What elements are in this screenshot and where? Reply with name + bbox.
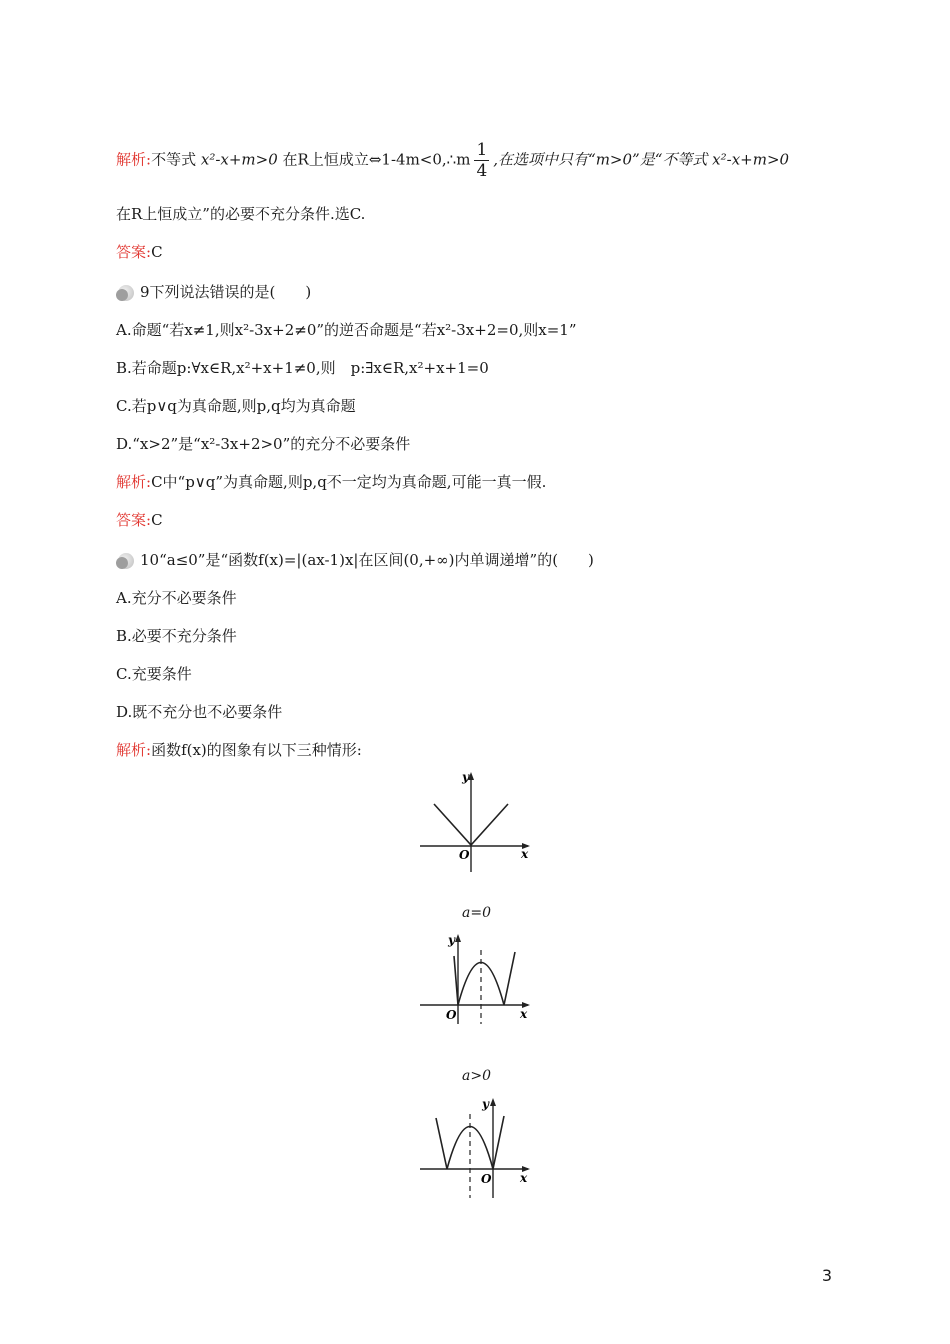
question-9-option-d: D.“x>2”是“x²-3x+2>0”的充分不必要条件 <box>116 435 411 453</box>
question-10-title: 10“a≤0”是“函数f(x)=|(ax-1)x|在区间(0,+∞)内单调递增”的( ) <box>116 550 594 571</box>
question-9-title: 9下列说法错误的是( ) <box>116 282 311 303</box>
answer-line-1 <box>116 242 163 262</box>
origin-label: O <box>481 1172 492 1186</box>
y-label: y <box>482 1097 489 1111</box>
question-9-solution: 解析:C中“p∨q”为真命题,则p,q不一定均为真命题,可能一真一假. <box>116 473 547 491</box>
solution-line-2: 在R上恒成立”的必要不充分条件.选C. <box>116 205 366 223</box>
w-curve <box>454 952 515 1005</box>
origin-label: O <box>459 848 470 862</box>
question-9-option-b: B.若命题p:∀x∈R,x²+x+1≠0,则 p:∃x∈R,x²+x+1=0 <box>116 359 489 377</box>
solution-line-1 <box>116 140 789 181</box>
inequality-expr: x²-x+m>0 <box>200 150 278 169</box>
origin-label: O <box>446 1008 457 1022</box>
question-bullet-icon <box>116 551 138 571</box>
graph-a-positive <box>418 930 534 1026</box>
question-10-option-b: B.必要不充分条件 <box>116 627 237 645</box>
inequality-expr-2: x²-x+m>0 <box>712 150 790 169</box>
caption-a-positive: a>0 <box>462 1068 491 1084</box>
y-axis-arrow-icon <box>490 1098 496 1106</box>
question-10-solution: 解析:函数f(x)的图象有以下三种情形: <box>116 741 362 759</box>
x-label: x <box>520 1007 528 1021</box>
question-9-option-a: A.命题“若x≠1,则x²-3x+2≠0”的逆否命题是“若x²-3x+2=0,则x=1” <box>116 321 577 339</box>
solution-text-b: 在R上恒成立⇔1-4m<0,∴m <box>282 150 471 169</box>
question-9-option-c: C.若p∨q为真命题,则p,q均为真命题 <box>116 397 356 415</box>
solution-text-a: 不等式 <box>151 150 197 169</box>
question-10-option-a: A.充分不必要条件 <box>116 589 237 607</box>
question-10-option-d: D.既不充分也不必要条件 <box>116 703 283 721</box>
fraction-quarter: $\frac{1}{4}$ <box>476 140 488 181</box>
page-number: 3 <box>821 1266 832 1285</box>
answer-label: 答案: <box>116 243 152 261</box>
graph-a-zero <box>418 768 534 874</box>
answer-value: C <box>151 243 163 261</box>
solution-label: 解析: <box>116 150 152 169</box>
y-label: y <box>462 770 469 784</box>
x-label: x <box>520 1171 528 1185</box>
y-axis-arrow-icon <box>455 934 461 942</box>
solution-text-c: ,在选项中只有“m>0”是“不等式 <box>493 150 708 169</box>
caption-a-zero: a=0 <box>462 905 491 921</box>
y-label: y <box>448 933 455 947</box>
question-9-answer: 答案:C <box>116 511 163 529</box>
x-label: x <box>521 847 529 861</box>
graph-a-negative <box>418 1094 534 1200</box>
question-10-option-c: C.充要条件 <box>116 665 192 683</box>
question-bullet-icon <box>116 283 138 303</box>
